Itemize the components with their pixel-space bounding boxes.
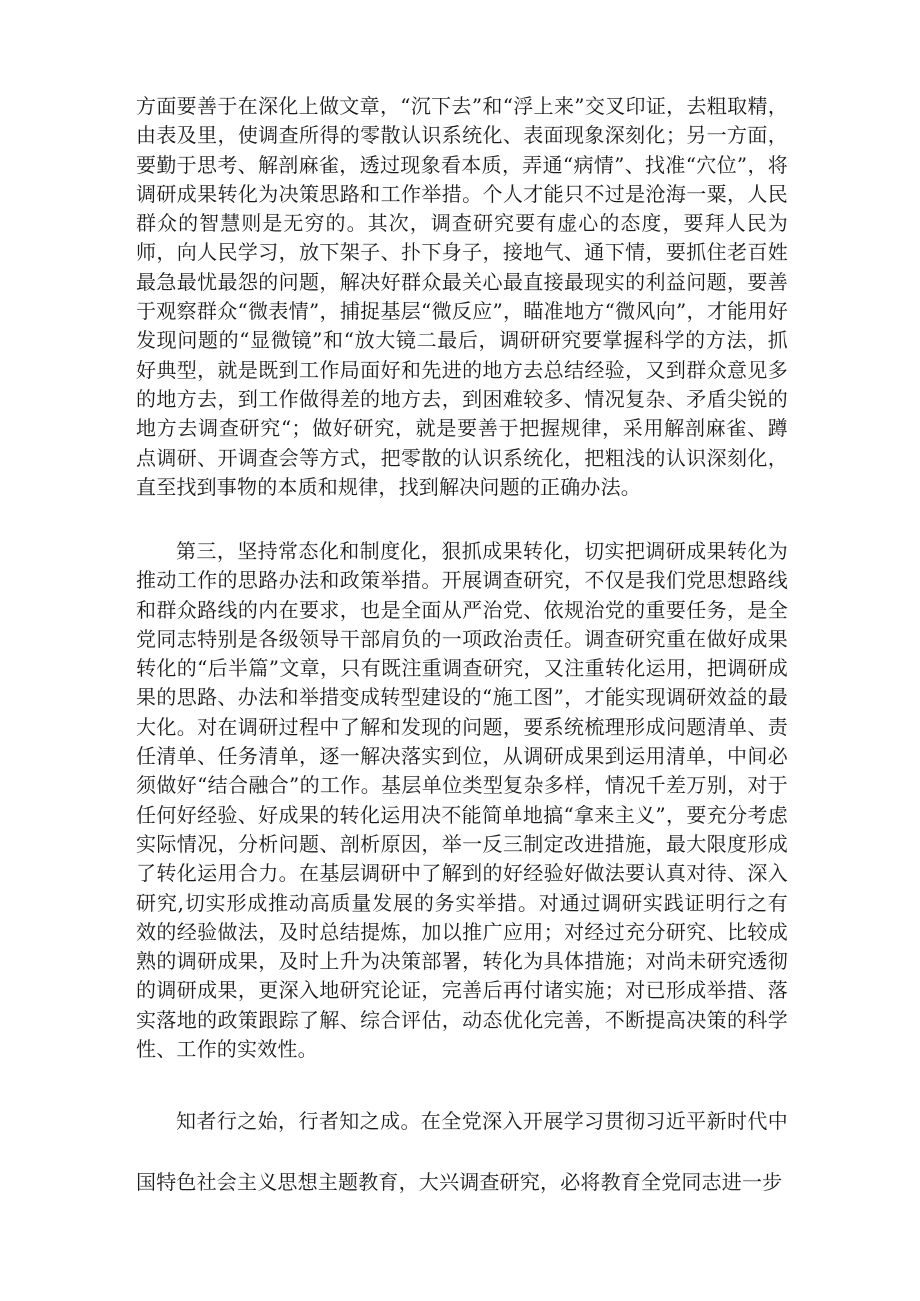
- paragraph-method: 方面要善于在深化上做文章，“沉下去”和“浮上来”交叉印证，去粗取精，由表及里，使调查所得的零散认识系统化、表面现象深刻化；另一方面，要勤于思考、解剖麻雀，透过现象看本质，弄通“病情”、找准“穴位”，将调研成果转化为决策思路和工作举措。个人才能只不过是沧海一粟，人民群众的智慧则是无穷的。其次，调查研究要有虚心的态度，要拜人民为师，向人民学习，放下架子、扑下身子，接地气、通下情，要抓住老百姓最急最忧最怨的问题，解决好群众最关心最直接最现实的利益问题，要善于观察群众“微表情”，捕捉基层“微反应”，瞄准地方“微风向”，才能用好发现问题的“显微镜”和“放大镜二最后，调研研究要掌握科学的方法，抓好典型，就是既到工作局面好和先进的地方去总结经验，又到群众意见多的地方去，到工作做得差的地方去，到困难较多、情况复杂、矛盾尖锐的地方去调查研究“；做好研究，就是要善于把握规律，采用解剖麻雀、蹲点调研、开调查会等方式，把零散的认识系统化，把粗浅的认识深刻化，直至找到事物的本质和规律，找到解决问题的正确办法。: [136, 94, 788, 499]
- paragraph-third-point: 第三，坚持常态化和制度化，狠抓成果转化，切实把调研成果转化为推动工作的思路办法和政策举措。开展调查研究，不仅是我们党思想路线和群众路线的内在要求，也是全面从严治党、依规治党的重要任务，是全党同志特别是各级领导干部肩负的一项政治责任。调查研究重在做好成果转化的“后半篇”文章，只有既注重调查研究，又注重转化运用，把调研成果的思路、办法和举措变成转型建设的“施工图”，才能实现调研效益的最大化。对在调研过程中了解和发现的问题，要系统梳理形成问题清单、责任清单、任务清单，逐一解决落实到位，从调研成果到运用清单，中间必须做好“结合融合”的工作。基层单位类型复杂多样，情况千差万别，对于任何好经验、好成果的转化运用决不能简单地搞“拿来主义”，要充分考虑实际情况，分析问题、剖析原因，举一反三制定改进措施，最大限度形成了转化运用合力。在基层调研中了解到的好经验好做法要认真对待、深入研究,切实形成推动高质量发展的务实举措。对通过调研实践证明行之有效的经验做法，及时总结提炼，加以推广应用；对经过充分研究、比较成熟的调研成果，及时上升为决策部署，转化为具体措施；对尚未研究透彻的调研成果，更深入地研究论证，完善后再付诸实施；对已形成举措、落实落地的政策跟踪了解、综合评估，动态优化完善，不断提高决策的科学性、工作的实效性。: [136, 539, 788, 1062]
- paragraph-conclusion: 知者行之始，行者知之成。在全党深入开展学习贯彻习近平新时代中国特色社会主义思想主题教育，大兴调查研究，必将教育全党同志进一步: [136, 1109, 788, 1194]
